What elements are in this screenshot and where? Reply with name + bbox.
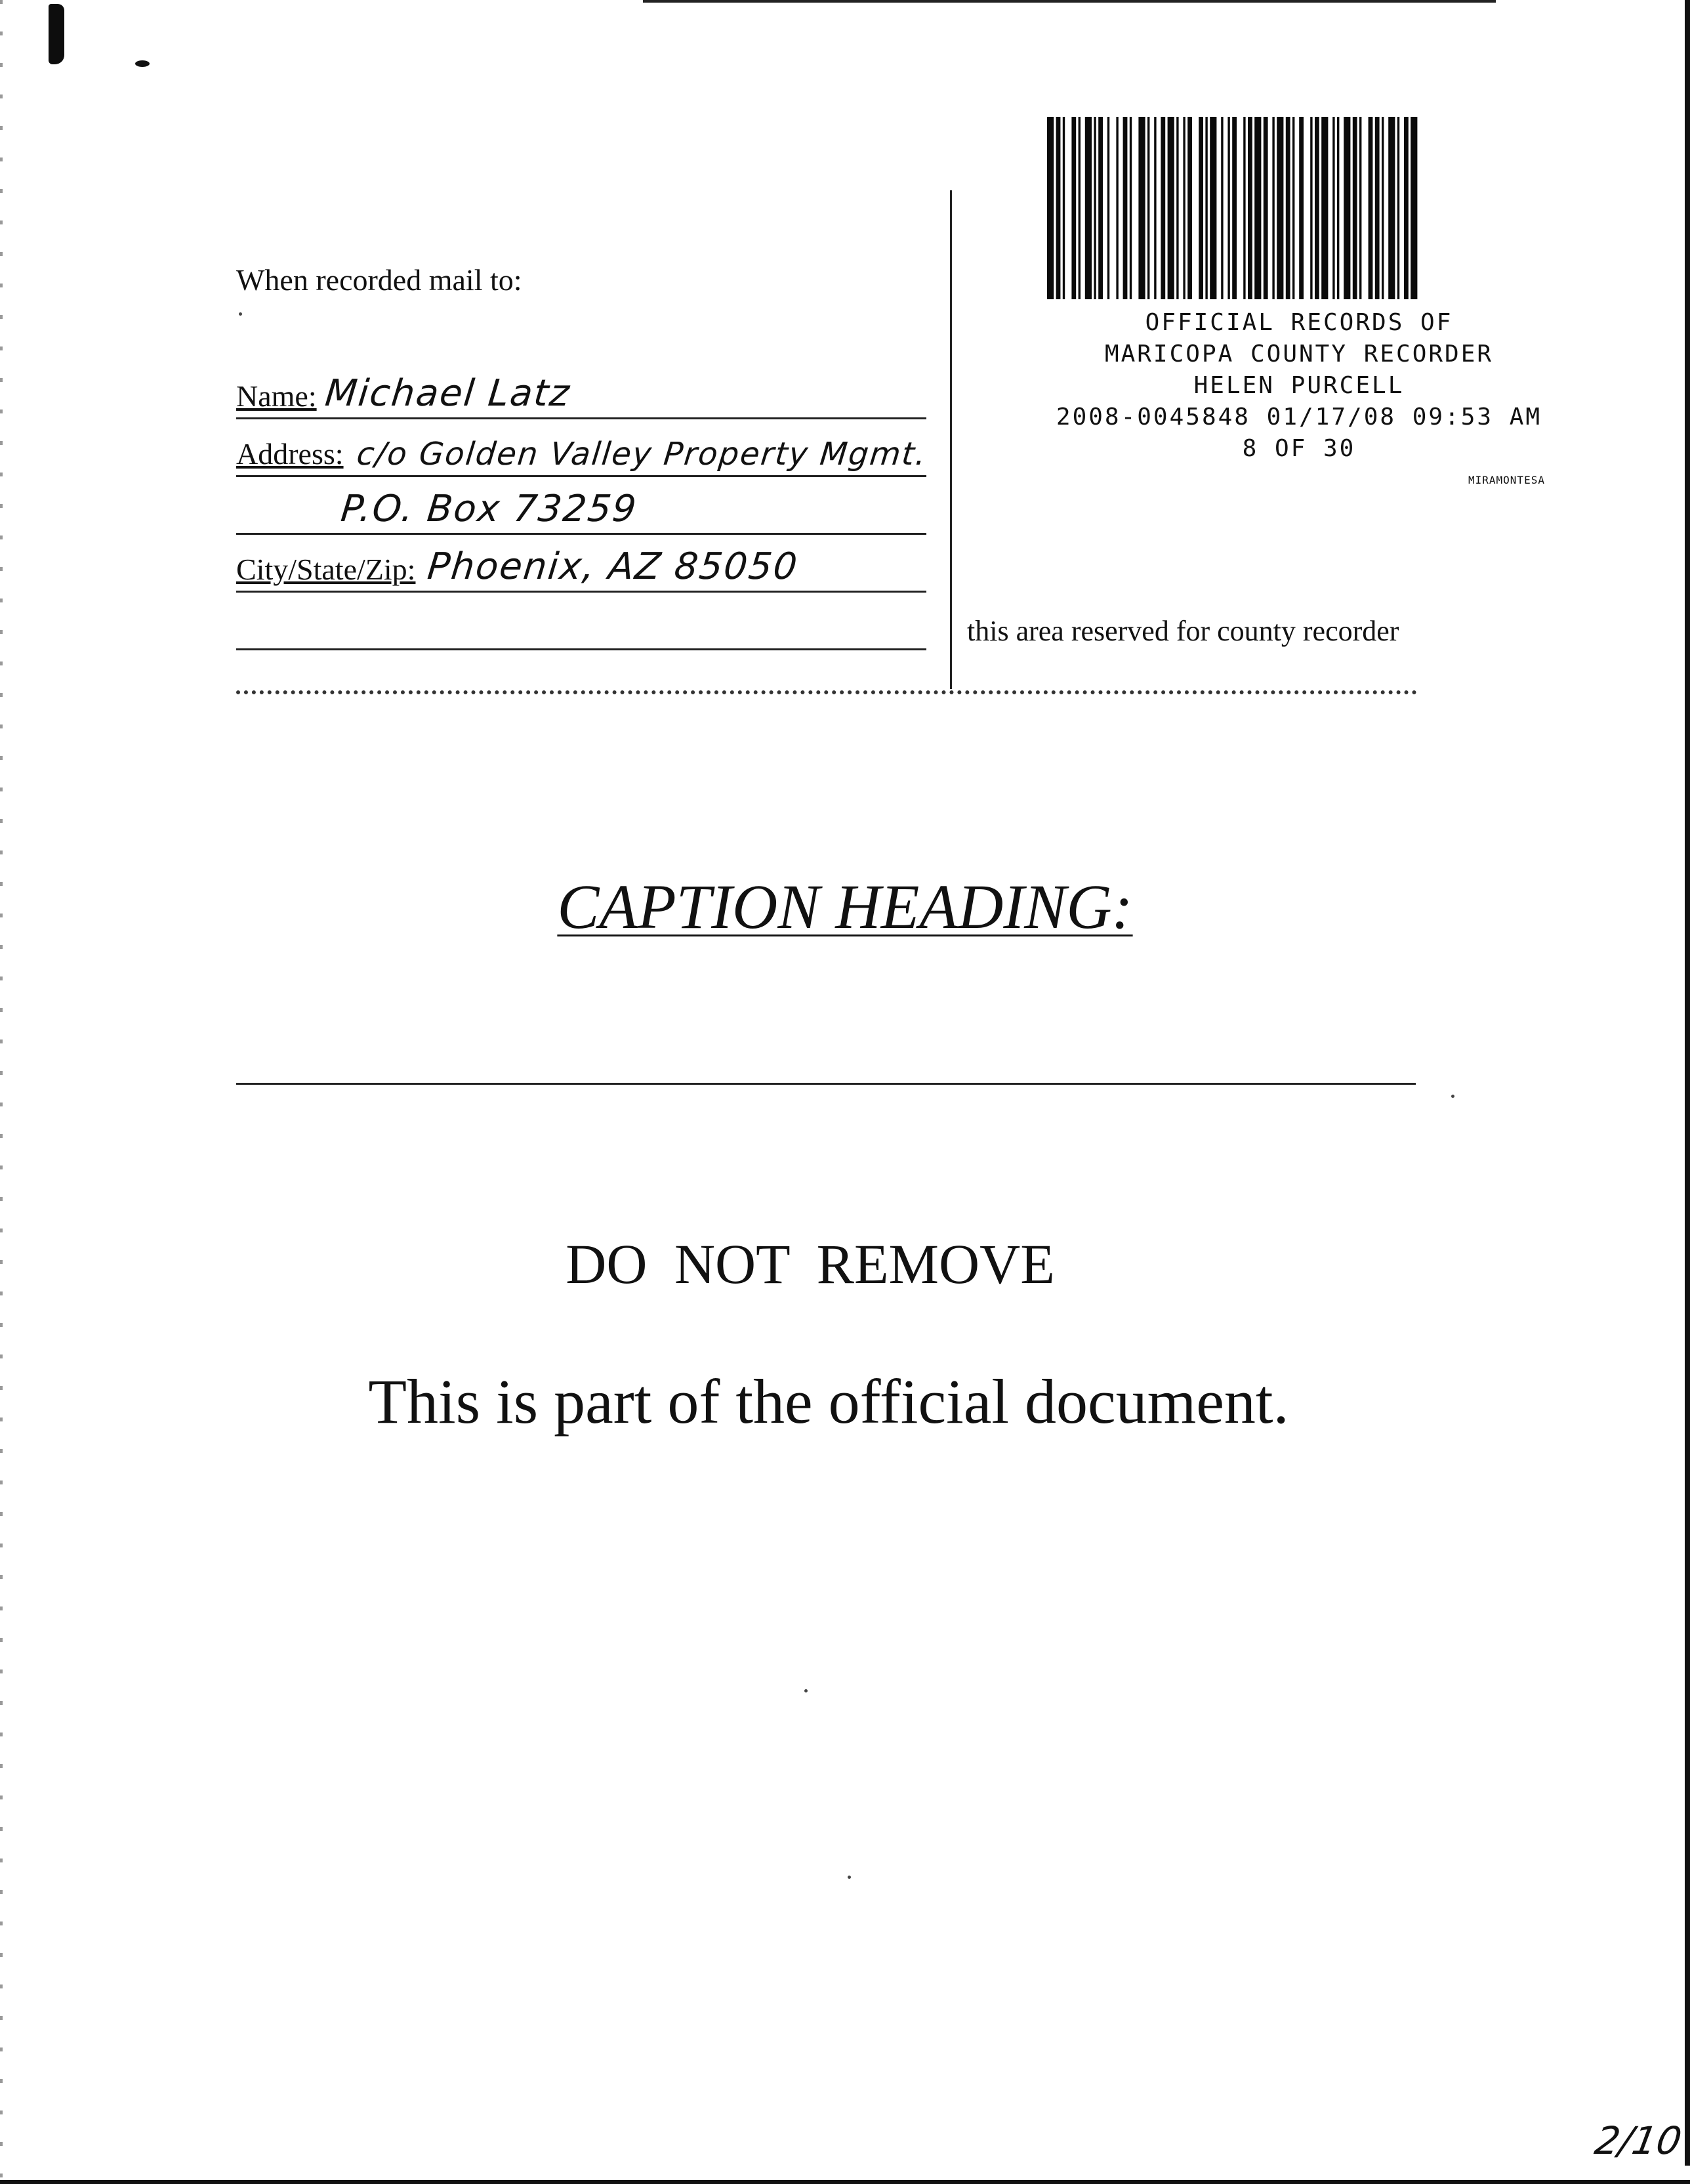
address-value-line1: c/o Golden Valley Property Mgmt. (355, 436, 929, 472)
reserved-area-note: this area reserved for county recorder (967, 615, 1399, 647)
barcode-bar (1397, 117, 1399, 299)
barcode-bar (1183, 117, 1185, 299)
barcode-bar (1299, 117, 1304, 299)
stamp-line-4: 2008-0045848 01/17/08 09:53 AM (1056, 404, 1542, 430)
barcode-bar (1411, 117, 1417, 299)
name-label: Name: (236, 379, 317, 413)
barcode-bar (1116, 117, 1118, 299)
official-document-note: This is part of the official document. (368, 1366, 1289, 1437)
scan-speck (239, 312, 242, 316)
barcode-bar (1154, 117, 1156, 299)
scan-corner-mark (49, 4, 64, 64)
barcode-bar (1344, 117, 1350, 299)
barcode-bar (1353, 117, 1357, 299)
scan-bottom-edge (0, 2180, 1690, 2184)
address-label: Address: (236, 437, 344, 471)
do-not-remove-notice: DO NOT REMOVE (566, 1232, 1055, 1295)
city-value: Phoenix, AZ 85050 (425, 545, 800, 588)
recorder-stamp (1023, 307, 1575, 465)
barcode-bar (1187, 117, 1192, 299)
barcode-bar (1315, 117, 1319, 299)
address-value-line2: P.O. Box 73259 (339, 488, 640, 530)
barcode-bar (1147, 117, 1149, 299)
barcode-bar (1359, 117, 1361, 299)
barcode-bar (1272, 117, 1274, 299)
scan-top-rule (643, 0, 1496, 3)
barcode-bar (1248, 117, 1252, 299)
barcode-bar (1085, 117, 1092, 299)
barcode-bar (1199, 117, 1203, 299)
barcode-bar (1130, 117, 1132, 299)
stamp-line-3: HELEN PURCELL (1193, 372, 1405, 399)
barcode-bar (1369, 117, 1373, 299)
scan-speck (1451, 1095, 1454, 1098)
barcode-bar (1047, 117, 1054, 299)
caption-line (236, 1083, 1416, 1085)
mail-to-label: When recorded mail to: (236, 263, 522, 297)
barcode-bar (1094, 117, 1096, 299)
name-value: Michael Latz (323, 372, 573, 415)
barcode-bar (1286, 117, 1290, 299)
barcode-bar (1404, 117, 1409, 299)
barcode-bar (1056, 117, 1061, 299)
barcode-bar (1277, 117, 1283, 299)
barcode-bar (1382, 117, 1384, 299)
barcode-bar (1161, 117, 1165, 299)
barcode-bar (1123, 117, 1128, 299)
barcode-bar (1375, 117, 1380, 299)
barcode-bar (1254, 117, 1261, 299)
scan-speck (804, 1689, 808, 1692)
stamp-operator: MIRAMONTESA (1468, 474, 1545, 486)
barcode-bar (1098, 117, 1103, 299)
blank-field-row (236, 598, 926, 650)
address-line2-row (236, 483, 926, 535)
caption-heading: CAPTION HEADING: (557, 872, 1133, 942)
barcode-bar (1388, 117, 1395, 299)
barcode-bar (1221, 117, 1223, 299)
barcode-bar (1321, 117, 1328, 299)
barcode-bar (1310, 117, 1312, 299)
barcode-bar (1063, 117, 1065, 299)
scan-speck (848, 1876, 851, 1879)
barcode-bar (1138, 117, 1145, 299)
city-label: City/State/Zip: (236, 553, 416, 586)
header-divider (950, 190, 952, 689)
scan-corner-dash (135, 60, 150, 67)
barcode-bar (1168, 117, 1174, 299)
barcode-bar (1071, 117, 1076, 299)
stamp-line-5: 8 OF 30 (1242, 435, 1356, 462)
barcode-bar (1107, 117, 1109, 299)
scan-right-edge (1685, 0, 1690, 2166)
barcode-bar (1205, 117, 1207, 299)
barcode-bar (1079, 117, 1081, 299)
header-dotted-separator (236, 690, 1417, 694)
barcode-bar (1243, 117, 1245, 299)
barcode-bar (1332, 117, 1334, 299)
barcode-bar (1232, 117, 1237, 299)
barcode-bar (1210, 117, 1216, 299)
scan-left-edge (0, 0, 3, 2184)
barcode-bar (1292, 117, 1294, 299)
barcode-bar (1176, 117, 1178, 299)
name-field-row (236, 368, 926, 419)
address-field-row (236, 425, 929, 477)
barcode-bar (1264, 117, 1268, 299)
barcode-icon (1047, 117, 1509, 299)
stamp-line-2: MARICOPA COUNTY RECORDER (1104, 341, 1494, 368)
barcode-bar (1337, 117, 1339, 299)
stamp-line-1: OFFICIAL RECORDS OF (1145, 309, 1453, 336)
page-mark: 2/10 (1592, 2118, 1685, 2163)
city-field-row (236, 541, 926, 593)
barcode-bar (1227, 117, 1229, 299)
